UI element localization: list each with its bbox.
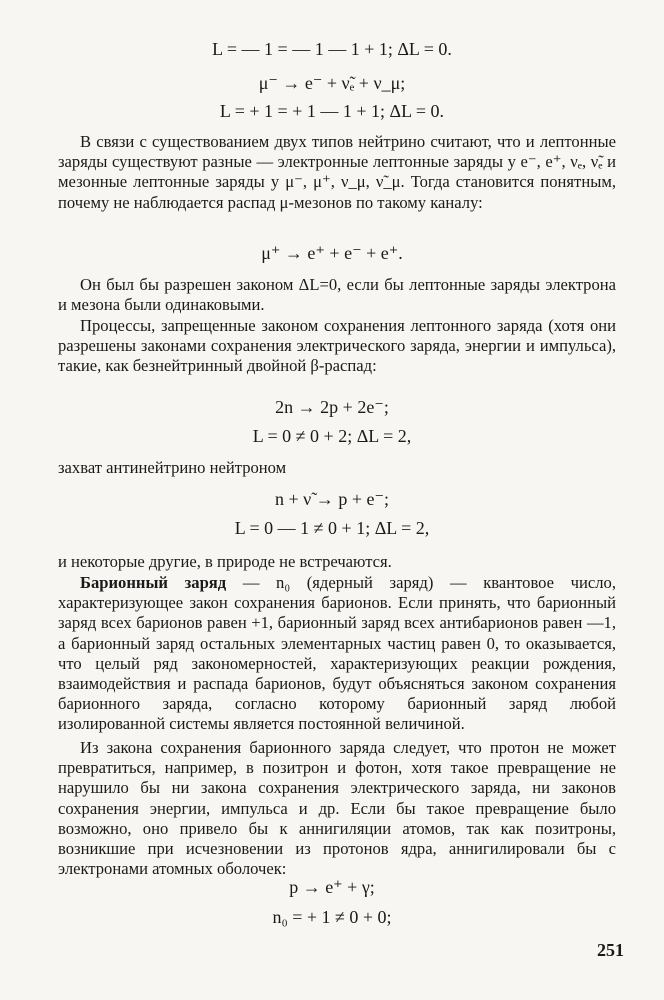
equation-double-beta-decay: 2n → 2p + 2e⁻; [275,397,389,417]
paragraph-proton-stability: Из закона сохранения барионного заряда следует, что протон не может превратиться, например, в позитрон и фотон, хотя такое превращение не нарушило бы ни закона сохранения электрического заряда, ни законов сохранения энергии, импульса и др. Если бы такое превращение было возможно, оно привело бы к аннигиляции атомов, так как позитроны, возникшие при исчезновении из протонов ядра, аннигилировали бы с электронами атомных оболочек: [58,738,616,879]
paragraph-forbidden-processes: Процессы, запрещенные законом сохранения лептонного заряда (хотя они разрешены законами сохранения электрического заряда, энергии и импульса), такие, как безнейтринный двойной β-распад: [58,316,616,376]
paragraph-others: и некоторые другие, в природе не встречаются. [58,552,392,571]
paragraph-two-neutrino-types: В связи с существованием двух типов нейтрино считают, что и лептонные заряды существуют разные — электронные лептонные заряды у e⁻, e⁺, νₑ, ν̃ₑ и мезонные лептонные заряды у μ⁻, μ⁺, ν_μ, ν̃_μ. Тогда становится понятным, почему не наблюдается распад μ-мезонов по такому каналу: [58,132,616,212]
paragraph-baryon-charge [58,573,616,735]
page-number: 251 [597,940,624,960]
equation-proton-decay: p → e⁺ + γ; [289,877,375,897]
paragraph-antineutrino-capture: захват антинейтрино нейтроном [58,458,287,477]
term-baryon-charge: Барионный заряд [80,573,227,592]
equation-lepton-charge-3: L = 0 ≠ 0 + 2; ΔL = 2, [252,426,412,446]
equation-baryon-charge: n₀ = + 1 ≠ 0 + 0; [272,907,392,927]
equation-forbidden-muon-decay: μ⁺ → e⁺ + e⁻ + e⁺. [261,243,403,263]
equation-lepton-charge-1: L = — 1 = — 1 — 1 + 1; ΔL = 0. [212,39,452,59]
equation-lepton-charge-2: L = + 1 = + 1 — 1 + 1; ΔL = 0. [219,101,445,121]
equation-lepton-charge-4: L = 0 — 1 ≠ 0 + 1; ΔL = 2, [234,518,430,538]
baryon-charge-definition: — n₀ (ядерный заряд) — квантовое число, характеризующее закон сохранения барионов. Если принять, что барионный заряд всех барионов равен +1, барионный заряд всех антибарионов равен —1, а барионный заряд остальных элементарных частиц равен 0, то оказывается, что целый ряд закономерностей, характеризующих реакции рождения, взаимодействия и распада барионов, будут объясняться законом сохранения барионного заряда, согласно которому барионный заряд любой изолированной системы является постоянной величиной. [58,573,616,734]
equation-muon-decay: μ⁻ → e⁻ + ν̃ₑ + ν_μ; [258,73,406,93]
paragraph-lepton-law: Он был бы разрешен законом ΔL=0, если бы лептонные заряды электрона и мезона были одинаковыми. [58,275,616,315]
equation-antineutrino-capture: n + ν̃ → p + e⁻; [275,489,389,509]
